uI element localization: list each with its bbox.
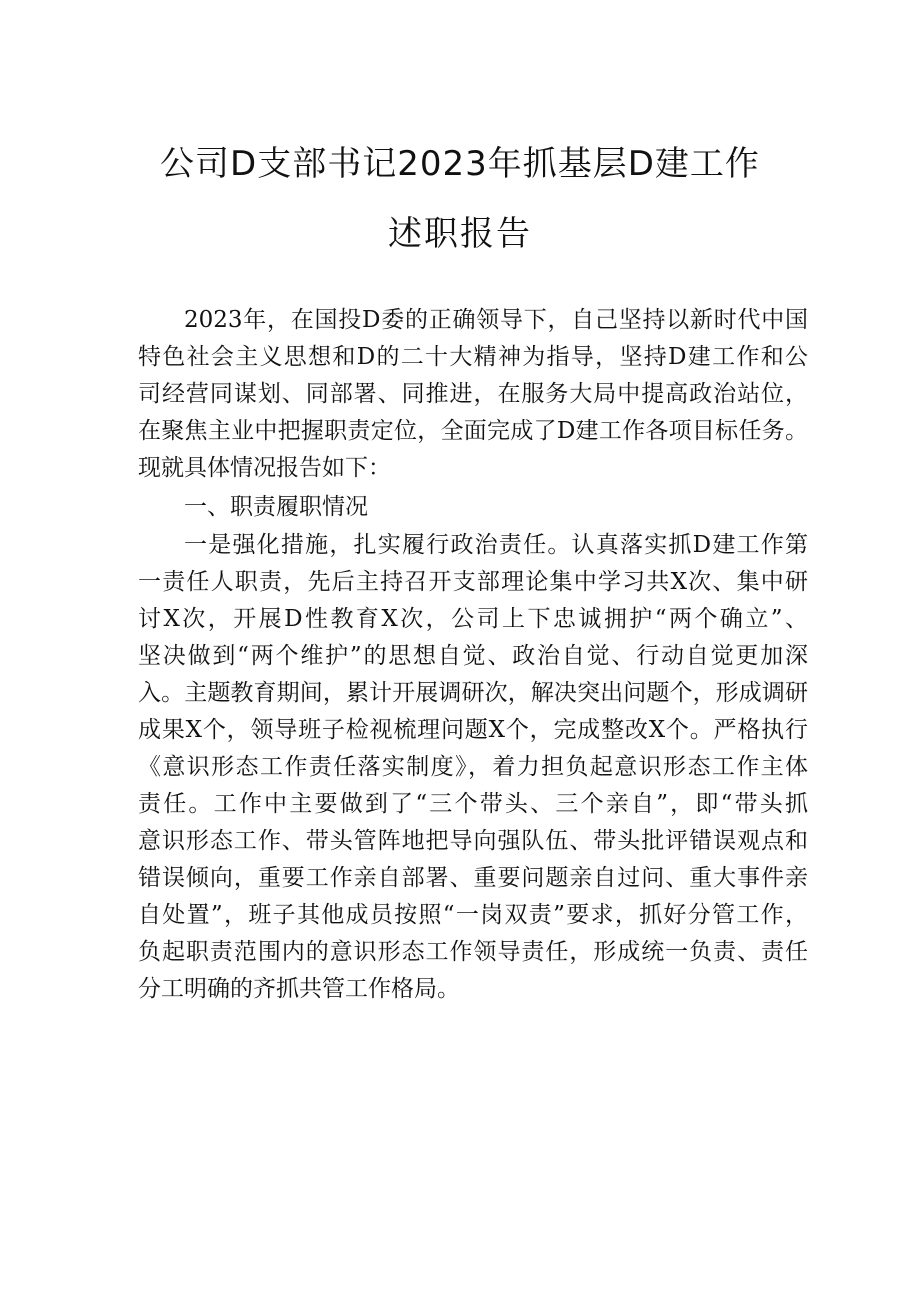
paragraph-line: 责任。工作中主要做到了“三个带头、三个亲自”，即“带头抓 — [138, 791, 808, 817]
paragraph-line: 《意识形态工作责任落实制度》，着力担负起意识形态工作主体 — [138, 754, 808, 780]
paragraph-line: 一是强化措施，扎实履行政治责任。认真落实抓D建工作第 — [184, 532, 808, 558]
document-title-line-1: 公司D支部书记2023年抓基层D建工作 — [160, 144, 760, 184]
paragraph-line: 现就具体情况报告如下： — [138, 455, 391, 481]
document-title-line-2: 述职报告 — [388, 214, 532, 254]
paragraph-line: 成果X个，领导班子检视梳理问题X个，完成整改X个。严格执行 — [138, 717, 808, 743]
paragraph-line: 2023年，在国投D委的正确领导下，自己坚持以新时代中国 — [184, 307, 808, 333]
paragraph-line: 错误倾向，重要工作亲自部署、重要问题亲自过问、重大事件亲 — [138, 865, 808, 891]
paragraph-line: 意识形态工作、带头管阵地把导向强队伍、带头批评错误观点和 — [138, 828, 808, 854]
paragraph-line: 在聚焦主业中把握职责定位，全面完成了D建工作各项目标任务。 — [138, 418, 808, 444]
paragraph-line: 入。主题教育期间，累计开展调研次，解决突出问题个，形成调研 — [138, 680, 808, 706]
paragraph-line: 分工明确的齐抓共管工作格局。 — [138, 976, 460, 1002]
paragraph-line: 讨X次，开展D性教育X次，公司上下忠诚拥护“两个确立”、 — [138, 606, 808, 632]
paragraph-line: 自处置”，班子其他成员按照“一岗双责”要求，抓好分管工作， — [138, 902, 808, 928]
section-heading: 一、职责履职情况 — [184, 494, 368, 520]
paragraph-line: 特色社会主义思想和D的二十大精神为指导，坚持D建工作和公 — [138, 344, 808, 370]
paragraph-line: 坚决做到“两个维护”的思想自觉、政治自觉、行动自觉更加深 — [138, 643, 808, 669]
paragraph-line: 负起职责范围内的意识形态工作领导责任，形成统一负责、责任 — [138, 939, 808, 965]
paragraph-line: 一责任人职责，先后主持召开支部理论集中学习共X次、集中研 — [138, 569, 808, 595]
paragraph-line: 司经营同谋划、同部署、同推进，在服务大局中提高政治站位， — [138, 381, 808, 407]
